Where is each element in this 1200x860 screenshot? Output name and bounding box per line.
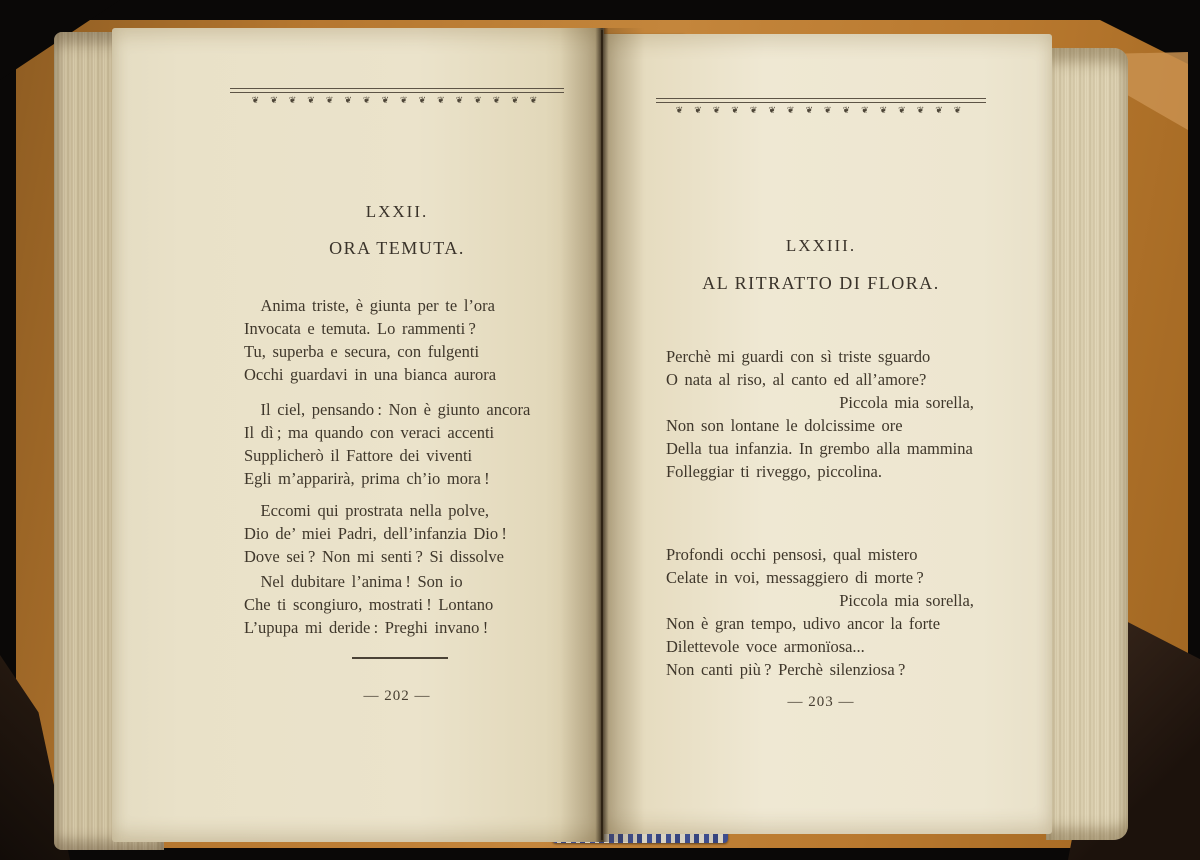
poem-line: L’upupa mi deride : Preghi invano ! bbox=[244, 618, 489, 637]
poem-line: Anima triste, è giunta per te l’ora bbox=[244, 296, 495, 315]
chapter-title: AL RITRATTO DI FLORA. bbox=[702, 273, 940, 293]
ornament-rule bbox=[656, 98, 986, 103]
chapter-title: ORA TEMUTA. bbox=[329, 238, 465, 258]
poem-line: Eccomi qui prostrata nella polve, bbox=[244, 501, 490, 520]
poem-line: Celate in voi, messaggiero di morte ? bbox=[666, 568, 924, 587]
poem-line: Dio de’ miei Padri, dell’infanzia Dio ! bbox=[244, 524, 507, 543]
end-rule bbox=[352, 657, 448, 659]
poem-line: Invocata e temuta. Lo rammenti ? bbox=[244, 319, 476, 338]
stanza bbox=[666, 345, 1011, 483]
poem-line: Profondi occhi pensosi, qual mistero bbox=[666, 545, 918, 564]
poem-line: Occhi guardavi in una bianca aurora bbox=[244, 365, 497, 384]
poem-line: O nata al riso, al canto ed all’amore? bbox=[666, 370, 927, 389]
left-page bbox=[112, 28, 604, 842]
ornament-rule bbox=[230, 88, 564, 93]
page-number: — 202 — bbox=[363, 688, 431, 704]
poem-line: Non è gran tempo, udivo ancor la forte bbox=[666, 614, 941, 633]
poem-line: Egli m’apparirà, prima ch’io mora ! bbox=[244, 469, 490, 488]
poem-line: Il dì ; ma quando con veraci accenti bbox=[244, 423, 495, 442]
right-page bbox=[602, 34, 1052, 834]
poem-line: Perchè mi guardi con sì triste sguardo bbox=[666, 347, 931, 366]
stanza bbox=[666, 543, 1011, 681]
gutter-line bbox=[601, 30, 603, 840]
poem-line: Folleggiar ti riveggo, piccolina. bbox=[666, 462, 882, 481]
poem-line: Dilettevole voce armonïosa... bbox=[666, 637, 865, 656]
chapter-numeral: LXXIII. bbox=[785, 236, 857, 255]
poem-line: Il ciel, pensando : Non è giunto ancora bbox=[244, 400, 531, 419]
fleuron-ornament: ❦❦❦❦❦❦❦❦❦❦❦❦❦❦❦❦ bbox=[251, 95, 549, 105]
stanza bbox=[244, 398, 574, 490]
poem-line: Dove sei ? Non mi senti ? Si dissolve bbox=[244, 547, 504, 566]
header-ornament bbox=[656, 98, 986, 116]
chapter-numeral: LXXII. bbox=[365, 202, 429, 221]
poem-line: Non canti più ? Perchè silenziosa ? bbox=[666, 660, 906, 679]
stanza bbox=[244, 499, 574, 568]
poem-line: Tu, superba e secura, con fulgenti bbox=[244, 342, 480, 361]
header-ornament bbox=[230, 88, 564, 106]
page-edges-right bbox=[1046, 48, 1128, 840]
poem-line: Che ti scongiuro, mostrati ! Lontano bbox=[244, 595, 494, 614]
fleuron-ornament: ❦❦❦❦❦❦❦❦❦❦❦❦❦❦❦❦ bbox=[675, 105, 973, 115]
stanza bbox=[244, 294, 574, 386]
poem-line: Della tua infanzia. In grembo alla mammina bbox=[666, 439, 973, 458]
page-number: — 203 — bbox=[787, 694, 855, 710]
poem-line: Non son lontane le dolcissime ore bbox=[666, 416, 903, 435]
poem-line: Nel dubitare l’anima ! Son io bbox=[244, 572, 463, 591]
stanza bbox=[244, 570, 574, 639]
poem-line: Piccola mia sorella, bbox=[666, 591, 974, 610]
poem-line: Piccola mia sorella, bbox=[666, 393, 974, 412]
poem-line: Supplicherò il Fattore dei viventi bbox=[244, 446, 473, 465]
